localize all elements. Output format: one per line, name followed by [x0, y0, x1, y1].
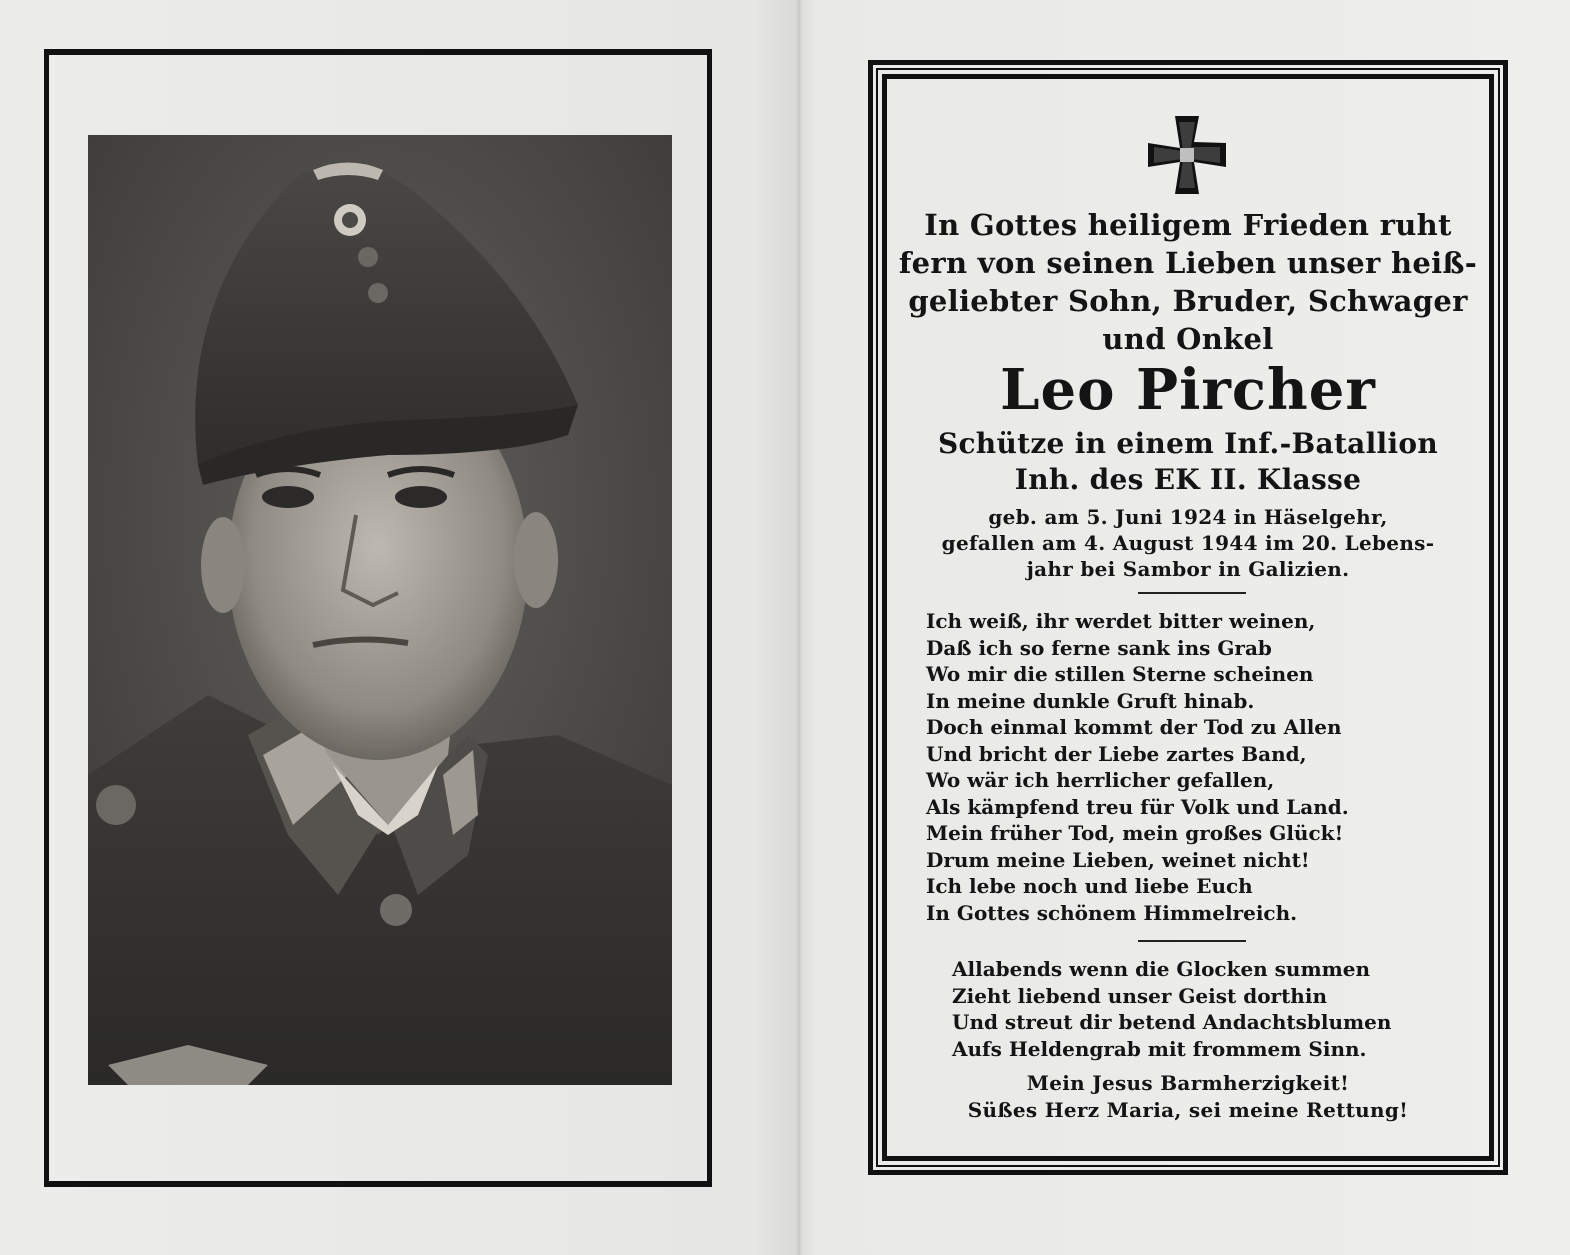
poem-line: In Gottes schönem Himmelreich. [926, 900, 1298, 925]
intro-line: In Gottes heiligem Frieden ruht [924, 208, 1452, 242]
divider-rule [1138, 592, 1246, 594]
center-fold [796, 0, 802, 1255]
verse-line: Aufs Heldengrab mit frommem Sinn. [952, 1036, 1367, 1061]
poem-text [926, 608, 1349, 926]
prayer-line: Mein Jesus Barmherzigkeit! [1026, 1071, 1350, 1095]
intro-text [868, 206, 1508, 358]
obituary-card [868, 60, 1508, 1175]
divider-rule [1138, 940, 1246, 942]
poem-line: Als kämpfend treu für Volk und Land. [926, 794, 1349, 819]
poem-line: In meine dunkle Gruft hinab. [926, 688, 1255, 713]
intro-line: fern von seinen Lieben unser heiß- [898, 246, 1478, 280]
soldier-portrait [88, 135, 672, 1085]
poem-line: Wo mir die stillen Sterne scheinen [926, 662, 1314, 686]
verse-line: Allabends wenn die Glocken summen [952, 957, 1371, 981]
dates-line: gefallen am 4. August 1944 im 20. Lebens- [941, 531, 1435, 555]
rank-line: Inh. des EK II. Klasse [1014, 463, 1362, 496]
rank-text [868, 426, 1508, 498]
prayer-line: Süßes Herz Maria, sei meine Rettung! [967, 1098, 1409, 1122]
rank-line: Schütze in einem Inf.-Batallion [937, 427, 1439, 460]
verse-text [952, 956, 1391, 1062]
dates-text [868, 504, 1508, 582]
dates-line: geb. am 5. Juni 1924 in Häselgehr, [988, 505, 1388, 529]
verse-line: Zieht liebend unser Geist dorthin [952, 983, 1327, 1008]
poem-line: Ich weiß, ihr werdet bitter weinen, [926, 609, 1316, 633]
dates-line: jahr bei Sambor in Galizien. [1026, 557, 1350, 581]
poem-line: Drum meine Lieben, weinet nicht! [926, 847, 1310, 872]
poem-line: Doch einmal kommt der Tod zu Allen [926, 715, 1342, 739]
prayer-text [868, 1070, 1508, 1124]
intro-line: geliebter Sohn, Bruder, Schwager [908, 284, 1468, 318]
iron-cross-icon [1144, 112, 1230, 198]
portrait-illustration [88, 135, 672, 1085]
poem-line: Wo wär ich herrlicher gefallen, [926, 768, 1275, 792]
poem-line: Ich lebe noch und liebe Euch [926, 874, 1253, 898]
poem-line: Daß ich so ferne sank ins Grab [926, 635, 1272, 660]
poem-line: Und bricht der Liebe zartes Band, [926, 741, 1307, 766]
deceased-name: Leo Pircher [1000, 357, 1376, 423]
poem-line: Mein früher Tod, mein großes Glück! [926, 821, 1344, 845]
intro-line: und Onkel [1102, 322, 1274, 356]
verse-line: Und streut dir betend Andachtsblumen [952, 1010, 1392, 1034]
